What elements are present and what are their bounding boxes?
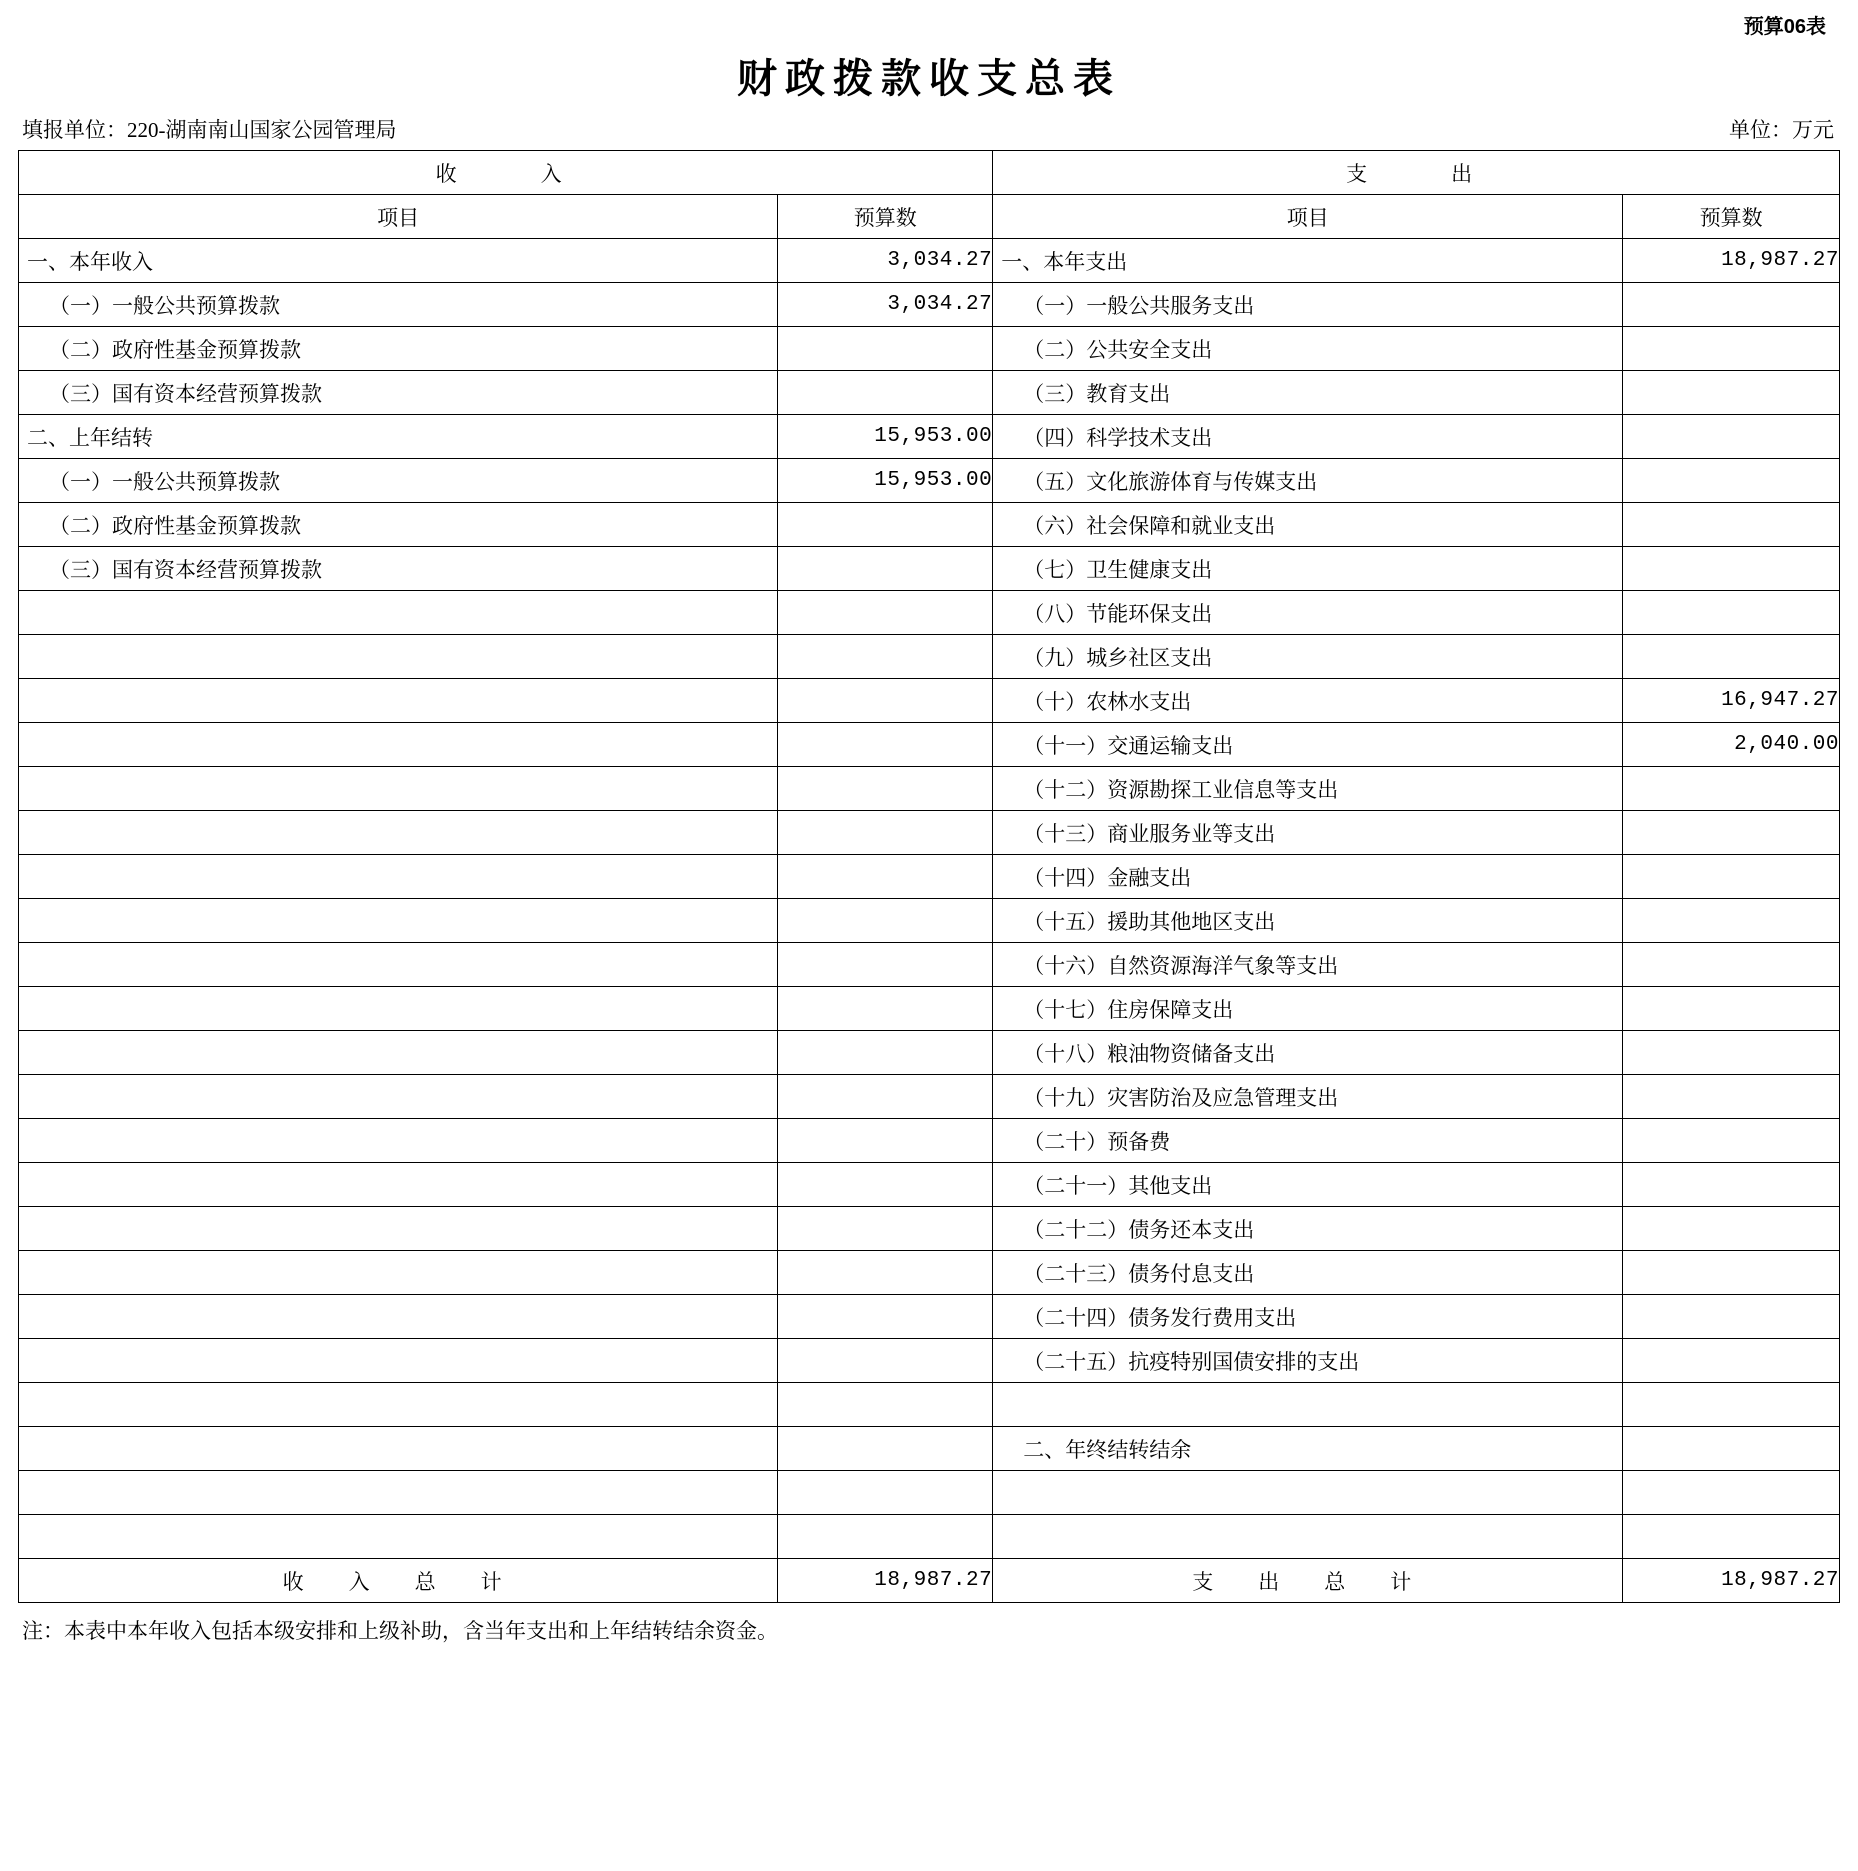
income-item-value <box>778 1515 993 1559</box>
income-item-label: 一、本年收入 <box>19 239 778 283</box>
income-item-value <box>778 767 993 811</box>
expenditure-item-label: （十三）商业服务业等支出 <box>993 811 1623 855</box>
expenditure-item-value <box>1623 1075 1840 1119</box>
income-item-value <box>778 1295 993 1339</box>
expenditure-item-value <box>1623 371 1840 415</box>
expenditure-item-label: 二、年终结转结余 <box>993 1427 1623 1471</box>
table-row <box>19 767 1840 811</box>
expenditure-item-value <box>1623 1251 1840 1295</box>
expenditure-item-value <box>1623 855 1840 899</box>
reporting-unit-label: 填报单位：220-湖南南山国家公园管理局 <box>22 118 397 142</box>
income-item-value <box>778 855 993 899</box>
table-group-header-row <box>19 151 1840 195</box>
table-row <box>19 1427 1840 1471</box>
income-item-label: （三）国有资本经营预算拨款 <box>19 547 778 591</box>
income-item-value <box>778 635 993 679</box>
table-row <box>19 371 1840 415</box>
income-item-value: 3,034.27 <box>778 239 993 283</box>
income-item-value <box>778 899 993 943</box>
table-row <box>19 635 1840 679</box>
income-item-label <box>19 1251 778 1295</box>
income-item-value <box>778 1119 993 1163</box>
table-row <box>19 723 1840 767</box>
column-header-income-budget: 预算数 <box>778 195 993 239</box>
expenditure-item-label: （二十三）债务付息支出 <box>993 1251 1623 1295</box>
expenditure-item-value <box>1623 899 1840 943</box>
income-item-label <box>19 1471 778 1515</box>
expenditure-item-label: （十二）资源勘探工业信息等支出 <box>993 767 1623 811</box>
income-item-value: 15,953.00 <box>778 459 993 503</box>
income-item-label: （二）政府性基金预算拨款 <box>19 503 778 547</box>
table-row <box>19 987 1840 1031</box>
table-row <box>19 1515 1840 1559</box>
expenditure-item-label: （八）节能环保支出 <box>993 591 1623 635</box>
expenditure-item-label: （六）社会保障和就业支出 <box>993 503 1623 547</box>
table-row <box>19 503 1840 547</box>
income-item-label: （三）国有资本经营预算拨款 <box>19 371 778 415</box>
expenditure-item-value <box>1623 459 1840 503</box>
income-item-label <box>19 1207 778 1251</box>
income-item-label <box>19 855 778 899</box>
table-row <box>19 1119 1840 1163</box>
table-row <box>19 1251 1840 1295</box>
table-row <box>19 1207 1840 1251</box>
table-row <box>19 811 1840 855</box>
income-item-label <box>19 1119 778 1163</box>
income-item-value <box>778 503 993 547</box>
income-item-value <box>778 1075 993 1119</box>
income-item-value <box>778 1471 993 1515</box>
income-item-label <box>19 1295 778 1339</box>
expenditure-item-value <box>1623 1515 1840 1559</box>
table-row <box>19 1295 1840 1339</box>
expenditure-item-value <box>1623 283 1840 327</box>
income-item-label <box>19 899 778 943</box>
budget-table <box>18 150 1840 1603</box>
expenditure-item-label: （二十五）抗疫特别国债安排的支出 <box>993 1339 1623 1383</box>
page-title: 财政拨款收支总表 <box>737 56 1121 101</box>
income-item-label: （一）一般公共预算拨款 <box>19 459 778 503</box>
table-row <box>19 327 1840 371</box>
expenditure-item-label: （十五）援助其他地区支出 <box>993 899 1623 943</box>
expenditure-item-value <box>1623 1295 1840 1339</box>
expenditure-item-label: （二）公共安全支出 <box>993 327 1623 371</box>
expenditure-item-value <box>1623 943 1840 987</box>
expenditure-item-label: （二十）预备费 <box>993 1119 1623 1163</box>
income-item-value <box>778 1383 993 1427</box>
expenditure-item-label: （四）科学技术支出 <box>993 415 1623 459</box>
table-row <box>19 283 1840 327</box>
expenditure-item-label: （十六）自然资源海洋气象等支出 <box>993 943 1623 987</box>
expenditure-item-label: （二十四）债务发行费用支出 <box>993 1295 1623 1339</box>
income-item-value <box>778 1339 993 1383</box>
expenditure-item-value <box>1623 1383 1840 1427</box>
income-item-label <box>19 1031 778 1075</box>
expenditure-item-value <box>1623 635 1840 679</box>
expenditure-item-label: （十一）交通运输支出 <box>993 723 1623 767</box>
income-item-label <box>19 1515 778 1559</box>
income-item-label <box>19 723 778 767</box>
table-row <box>19 547 1840 591</box>
income-item-value: 15,953.00 <box>778 415 993 459</box>
income-item-value <box>778 943 993 987</box>
expenditure-item-label: （十）农林水支出 <box>993 679 1623 723</box>
table-total-row <box>19 1559 1840 1603</box>
expenditure-item-value <box>1623 1471 1840 1515</box>
currency-unit-label: 单位：万元 <box>1729 118 1834 142</box>
table-row <box>19 1383 1840 1427</box>
expenditure-item-value: 2,040.00 <box>1623 723 1840 767</box>
expenditure-item-value <box>1623 591 1840 635</box>
income-item-label: （二）政府性基金预算拨款 <box>19 327 778 371</box>
expenditure-item-label: （十七）住房保障支出 <box>993 987 1623 1031</box>
table-row <box>19 1031 1840 1075</box>
expenditure-item-label <box>993 1515 1623 1559</box>
expenditure-item-label: （三）教育支出 <box>993 371 1623 415</box>
expenditure-item-value <box>1623 987 1840 1031</box>
report-meta <box>22 114 1834 144</box>
income-item-label <box>19 679 778 723</box>
income-item-value: 3,034.27 <box>778 283 993 327</box>
expenditure-item-value <box>1623 415 1840 459</box>
expenditure-item-label: （一）一般公共服务支出 <box>993 283 1623 327</box>
expenditure-item-label: （二十二）债务还本支出 <box>993 1207 1623 1251</box>
income-total-label: 收 入 总 计 <box>19 1559 778 1603</box>
expenditure-item-label <box>993 1471 1623 1515</box>
income-item-value <box>778 327 993 371</box>
expenditure-item-label: （二十一）其他支出 <box>993 1163 1623 1207</box>
income-item-value <box>778 723 993 767</box>
table-row <box>19 1339 1840 1383</box>
expenditure-item-value <box>1623 1207 1840 1251</box>
expenditure-total-value: 18,987.27 <box>1623 1559 1840 1603</box>
column-header-expenditure-item: 项目 <box>993 195 1623 239</box>
income-item-label: 二、上年结转 <box>19 415 778 459</box>
income-item-label <box>19 1163 778 1207</box>
income-item-value <box>778 1163 993 1207</box>
expenditure-item-value <box>1623 1119 1840 1163</box>
group-header-expenditure: 支 出 <box>993 151 1840 195</box>
expenditure-item-value <box>1623 811 1840 855</box>
expenditure-item-value <box>1623 767 1840 811</box>
table-row <box>19 1163 1840 1207</box>
income-item-label <box>19 1339 778 1383</box>
expenditure-item-label: （七）卫生健康支出 <box>993 547 1623 591</box>
footnote: 注：本表中本年收入包括本级安排和上级补助，含当年支出和上年结转结余资金。 <box>22 1619 778 1643</box>
income-item-value <box>778 987 993 1031</box>
income-item-value <box>778 371 993 415</box>
income-item-label <box>19 987 778 1031</box>
table-row <box>19 459 1840 503</box>
income-item-label <box>19 1075 778 1119</box>
income-item-label <box>19 767 778 811</box>
expenditure-item-value: 16,947.27 <box>1623 679 1840 723</box>
income-item-value <box>778 1251 993 1295</box>
expenditure-item-value <box>1623 1031 1840 1075</box>
income-item-label <box>19 635 778 679</box>
expenditure-item-label: 一、本年支出 <box>993 239 1623 283</box>
table-row <box>19 1075 1840 1119</box>
income-item-label <box>19 1383 778 1427</box>
income-item-value <box>778 1031 993 1075</box>
income-item-value <box>778 1427 993 1471</box>
expenditure-item-value <box>1623 1163 1840 1207</box>
group-header-income: 收 入 <box>19 151 993 195</box>
income-item-value <box>778 591 993 635</box>
income-item-value <box>778 679 993 723</box>
income-item-value <box>778 547 993 591</box>
table-row <box>19 855 1840 899</box>
income-item-value <box>778 1207 993 1251</box>
expenditure-item-label <box>993 1383 1623 1427</box>
table-row <box>19 239 1840 283</box>
income-item-value <box>778 811 993 855</box>
expenditure-item-label: （九）城乡社区支出 <box>993 635 1623 679</box>
income-item-label <box>19 811 778 855</box>
expenditure-item-value <box>1623 327 1840 371</box>
table-row <box>19 415 1840 459</box>
expenditure-item-label: （十八）粮油物资储备支出 <box>993 1031 1623 1075</box>
expenditure-item-value <box>1623 503 1840 547</box>
income-total-value: 18,987.27 <box>778 1559 993 1603</box>
table-row <box>19 679 1840 723</box>
income-item-label: （一）一般公共预算拨款 <box>19 283 778 327</box>
expenditure-item-label: （十四）金融支出 <box>993 855 1623 899</box>
table-row <box>19 1471 1840 1515</box>
column-header-income-item: 项目 <box>19 195 778 239</box>
income-item-label <box>19 1427 778 1471</box>
expenditure-item-label: （五）文化旅游体育与传媒支出 <box>993 459 1623 503</box>
expenditure-item-value <box>1623 1427 1840 1471</box>
column-header-expenditure-budget: 预算数 <box>1623 195 1840 239</box>
expenditure-item-label: （十九）灾害防治及应急管理支出 <box>993 1075 1623 1119</box>
expenditure-total-label: 支 出 总 计 <box>993 1559 1623 1603</box>
form-code-label: 预算06表 <box>1743 16 1826 38</box>
income-item-label <box>19 591 778 635</box>
expenditure-item-value <box>1623 547 1840 591</box>
income-item-label <box>19 943 778 987</box>
table-row <box>19 899 1840 943</box>
table-row <box>19 943 1840 987</box>
expenditure-item-value: 18,987.27 <box>1623 239 1840 283</box>
table-column-header-row <box>19 195 1840 239</box>
expenditure-item-value <box>1623 1339 1840 1383</box>
table-row <box>19 591 1840 635</box>
